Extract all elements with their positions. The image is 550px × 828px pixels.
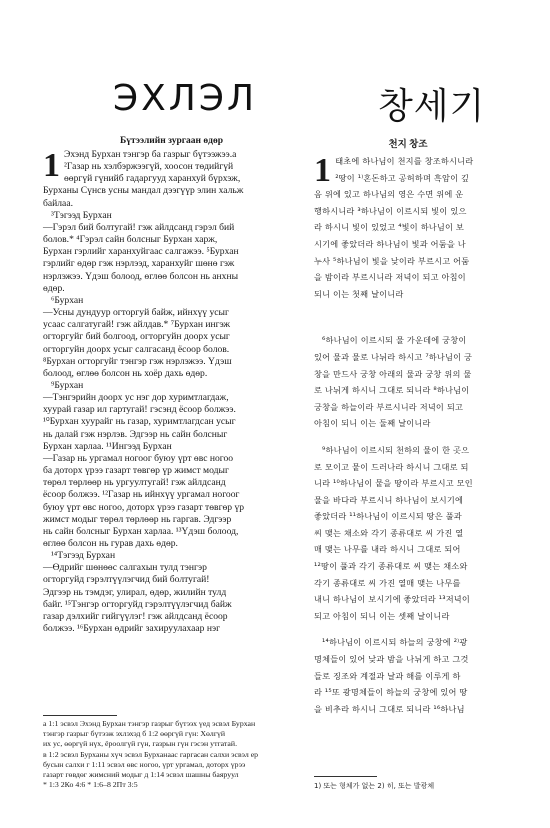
text-line: өдөр. <box>43 282 65 294</box>
text-line: огторгуйг бий болгоод, огторгуйн доорх усыг <box>43 331 230 343</box>
text-line: хуурай газар ил гартугай! гэсэнд ёсоор болжээ. <box>43 404 236 416</box>
text-line: ба доторх үрээ газарт төвгөр үр жимст модыг <box>43 465 229 477</box>
footnotes-korean: 1) 또는 형체가 없는 2) 히, 또는 발광체 <box>314 782 435 790</box>
text-line: 창을 만드사 궁창 아래의 물과 궁창 위의 물 <box>314 368 472 379</box>
text-line: гэрлийг өдөр гэж нэрлээд, харанхуйг шөнө гэж <box>43 258 235 270</box>
text-line: —Гэрэл бий болтугай! гэж айлдсанд гэрэл бий <box>43 221 235 233</box>
text-line: 로 모이고 뭍이 드러나라 하시니 그대로 되 <box>314 461 469 472</box>
text-line: нэрлэжээ. Үдэш болоод, өглөө болсон нь анхны <box>43 270 239 282</box>
text-line: 물을 바다라 부르시니 하나님이 보시기에 <box>314 494 464 505</box>
text-line: огторгуйн доорх усыг салгасанд ёсоор болов. <box>43 343 230 355</box>
footnote-line: их ус, өөргүй нүх, ёроолгүй гүн, газрын гүн гэсэн утгатай. <box>43 739 238 749</box>
text-line: —Өдрийг шөнөөс салгахын тулд тэнгэр <box>43 562 207 574</box>
mongolian-column <box>43 136 300 635</box>
text-line: ⁸Бурхан огторгуйг тэнгэр гэж нэрлэжээ. Үдэш <box>43 355 232 367</box>
text-line: Бурханы Сүнсв усны мандал дээгүүр элин хальж <box>43 185 244 197</box>
text-line: болжээ. ¹⁶Бурхан өдрийг захируулахаар нэг <box>43 623 221 635</box>
text-line: байг. ¹⁵Тэнгэр огторгуйд гэрэлтүүлэгчид байж <box>43 598 232 610</box>
chapter-number: 1 <box>314 152 332 189</box>
footnote-line: тэнгэр газрыг бүтээж эхлэхэд б 1:2 өөргүй гүн: Хөлгүй <box>43 729 226 739</box>
text-line: ⁹Бурхан <box>51 379 84 391</box>
section-heading-korean: 천지 창조 <box>388 140 428 150</box>
text-line: 있어 물과 물로 나뉘라 하시고 ⁷하나님이 궁 <box>314 351 473 362</box>
text-line: ёсоор болжээ. ¹²Газар нь ийнхүү ургамал ногоог <box>43 489 240 501</box>
text-line: 라 하시니 빛이 있었고 ⁴빛이 하나님이 보 <box>314 222 465 233</box>
text-line: ¹⁴하나님이 이르시되 하늘의 궁창에 ²⁾광 <box>322 637 468 648</box>
text-line: ²Газар нь хэлбэржээгүй, хоосон төдийгүй <box>64 161 234 173</box>
text-line: 좋았더라 ¹¹하나님이 이르시되 땅은 풀과 <box>314 511 462 522</box>
text-line: 들로 징조와 계절과 날과 해를 이루게 하 <box>314 670 461 681</box>
text-line: усаас салгатугай! гэж айлдав.* ⁷Бурхан ингэж <box>43 319 231 331</box>
footnote-line: бусын салхи г 1:11 эсвэл өвс ногоо, үрт ургамал, доторх үрээ <box>43 759 246 769</box>
text-line: 되니 이는 첫째 날이니라 <box>314 288 404 299</box>
text-line: нь далай гэж нэрлэв. Эдгээр нь сайн болсныг <box>43 428 228 440</box>
text-line: 시기에 좋았더라 하나님이 빛과 어둠을 나 <box>314 238 466 249</box>
text-line: 아침이 되니 이는 둘째 날이니라 <box>314 418 431 429</box>
text-line: өглөө болсон нь гурав дахь өдөр. <box>43 538 178 549</box>
text-line: болов.* ⁴Гэрэл сайн болсныг Бурхан харж, <box>43 234 218 246</box>
text-line: 매 맺는 나무를 내라 하시니 그대로 되어 <box>314 544 461 555</box>
text-line: болоод, өглөө болсон нь хоёр дахь өдөр. <box>43 367 208 379</box>
page-title-korean: 창세기 <box>378 86 486 127</box>
footnote-line: газарт гөвдөг жимсний модыг д 1:14 эсвэл шашны баяруул <box>43 770 239 780</box>
text-line: газар дэлхийг гийгүүлэг! гэж айлдсанд ёсоор <box>43 610 228 622</box>
mongolian-text <box>43 149 300 635</box>
text-line: төрөл төрлөөр нь ургуултугай! гэж айлдсанд <box>43 477 226 489</box>
text-line: ¹⁴Тэгээд Бурхан <box>51 550 116 562</box>
text-line: —Газар нь ургамал ногоог буюу үрт өвс ногоо <box>43 452 234 464</box>
text-line: 되고 아침이 되니 이는 셋째 날이니라 <box>314 610 450 621</box>
text-line: 로 나뉘게 하시니 그대로 되니라 ⁸하나님이 <box>314 385 470 396</box>
footnote-line: * 1:3 2Ко 4:6 * 1:6–8 2Пт 3:5 <box>43 780 138 790</box>
text-line: буюу үрт өвс ногоо, доторх үрээ газарт төвгөр үр <box>43 501 245 513</box>
text-line: өөргүй гүнийб гадаргууд харанхуй бүрхэж, <box>64 173 241 185</box>
chapter-number: 1 <box>43 147 60 184</box>
text-line: —Усны дундуур огторгуй байж, ийнхүү усыг <box>43 307 229 319</box>
text-line: Бурхан гэрлийг харанхуйгаас салгажээ. ⁵Бурхан <box>43 246 239 258</box>
footnote-divider <box>43 715 117 716</box>
text-line: Бурхан харлаа. ¹¹Ингээд Бурхан <box>43 440 172 452</box>
text-line: 태초에 하나님이 천지를 창조하시니라 <box>335 156 474 166</box>
text-line: 음 위에 있고 하나님의 영은 수면 위에 운 <box>314 189 464 200</box>
footnote-line: а 1:1 эсвэл Эхэнд Бурхан тэнгэр газрыг бүтээх үед эсвэл Бурхан <box>43 719 256 728</box>
text-line: 각기 종류대로 씨 가진 열매 맺는 나무를 <box>314 577 461 588</box>
text-line: 내니 하나님이 보시기에 좋았더라 ¹³저녁이 <box>314 594 471 605</box>
text-line: 궁창을 하늘이라 부르시니라 저녁이 되고 <box>314 401 464 412</box>
text-line: 씨 맺는 채소와 각기 종류대로 씨 가진 열 <box>314 527 464 538</box>
korean-column <box>314 136 502 717</box>
footnote-divider <box>314 776 377 777</box>
paragraph-gap <box>314 302 502 332</box>
text-line: огторгуйд гэрэлтүүлэгчид бий болтугай! <box>43 574 210 586</box>
text-line: —Тэнгэрийн доорх ус нэг дор хуримтлагдаж, <box>43 392 229 404</box>
text-line: 누사 ⁵하나님이 빛을 낮이라 부르시고 어둠 <box>314 255 470 266</box>
text-line: 을 밤이라 부르시니라 저녁이 되고 아침이 <box>314 272 466 283</box>
text-line: ⁶하나님이 이르시되 물 가운데에 궁창이 <box>322 335 467 346</box>
text-line: 라 ¹⁵또 광명체들이 하늘의 궁창에 있어 땅 <box>314 687 468 698</box>
text-line: 을 비추라 하시니 그대로 되니라 ¹⁶하나님 <box>314 703 465 714</box>
page-title-mongolian: ЭХЛЭЛ <box>113 78 258 119</box>
text-line: ⁶Бурхан <box>51 294 84 306</box>
text-line: Эхэнд Бурхан тэнгэр ба газрыг бүтээжээ.а <box>64 149 237 160</box>
text-line: ⁹하나님이 이르시되 천하의 물이 한 곳으 <box>322 444 470 455</box>
text-line: 니라 ¹⁰하나님이 뭍을 땅이라 부르시고 모인 <box>314 478 473 489</box>
text-line: ¹⁰Бурхан хуурайг нь газар, хуримтлагдсан усыг <box>43 416 236 428</box>
korean-text <box>314 153 502 717</box>
footnotes-mongolian <box>43 719 300 790</box>
text-line: байлаа. <box>43 197 73 209</box>
text-line: жимст модыг төрөл төрлөөр нь гаргав. Эдгээр <box>43 513 232 525</box>
text-line: ¹²땅이 풀과 각기 종류대로 씨 맺는 채소와 <box>314 561 468 572</box>
section-heading-mongolian: Бүтээлийн зургаан өдөр <box>119 136 223 146</box>
text-line: ²땅이 ¹⁾혼돈하고 공허하며 흑암이 깊 <box>335 172 470 183</box>
text-line: 행하시니라 ³하나님이 이르시되 빛이 있으 <box>314 205 467 216</box>
text-line: ³Тэгээд Бурхан <box>51 209 112 221</box>
footnote-line: в 1:2 эсвэл Бурханы хүч эсвэл Бурханаас гаргасан салхи эсвэл ер <box>43 749 259 759</box>
text-line: Эдгээр нь тэмдэг, улирал, өдөр, жилийн тулд <box>43 586 227 598</box>
text-line: нь сайн болсныг Бурхан харлаа. ¹³Үдэш болоод, <box>43 525 239 537</box>
text-line: 명체들이 있어 낮과 밤을 나뉘게 하고 그것 <box>314 654 469 665</box>
paragraph-gap <box>314 432 502 442</box>
paragraph-gap <box>314 624 502 634</box>
